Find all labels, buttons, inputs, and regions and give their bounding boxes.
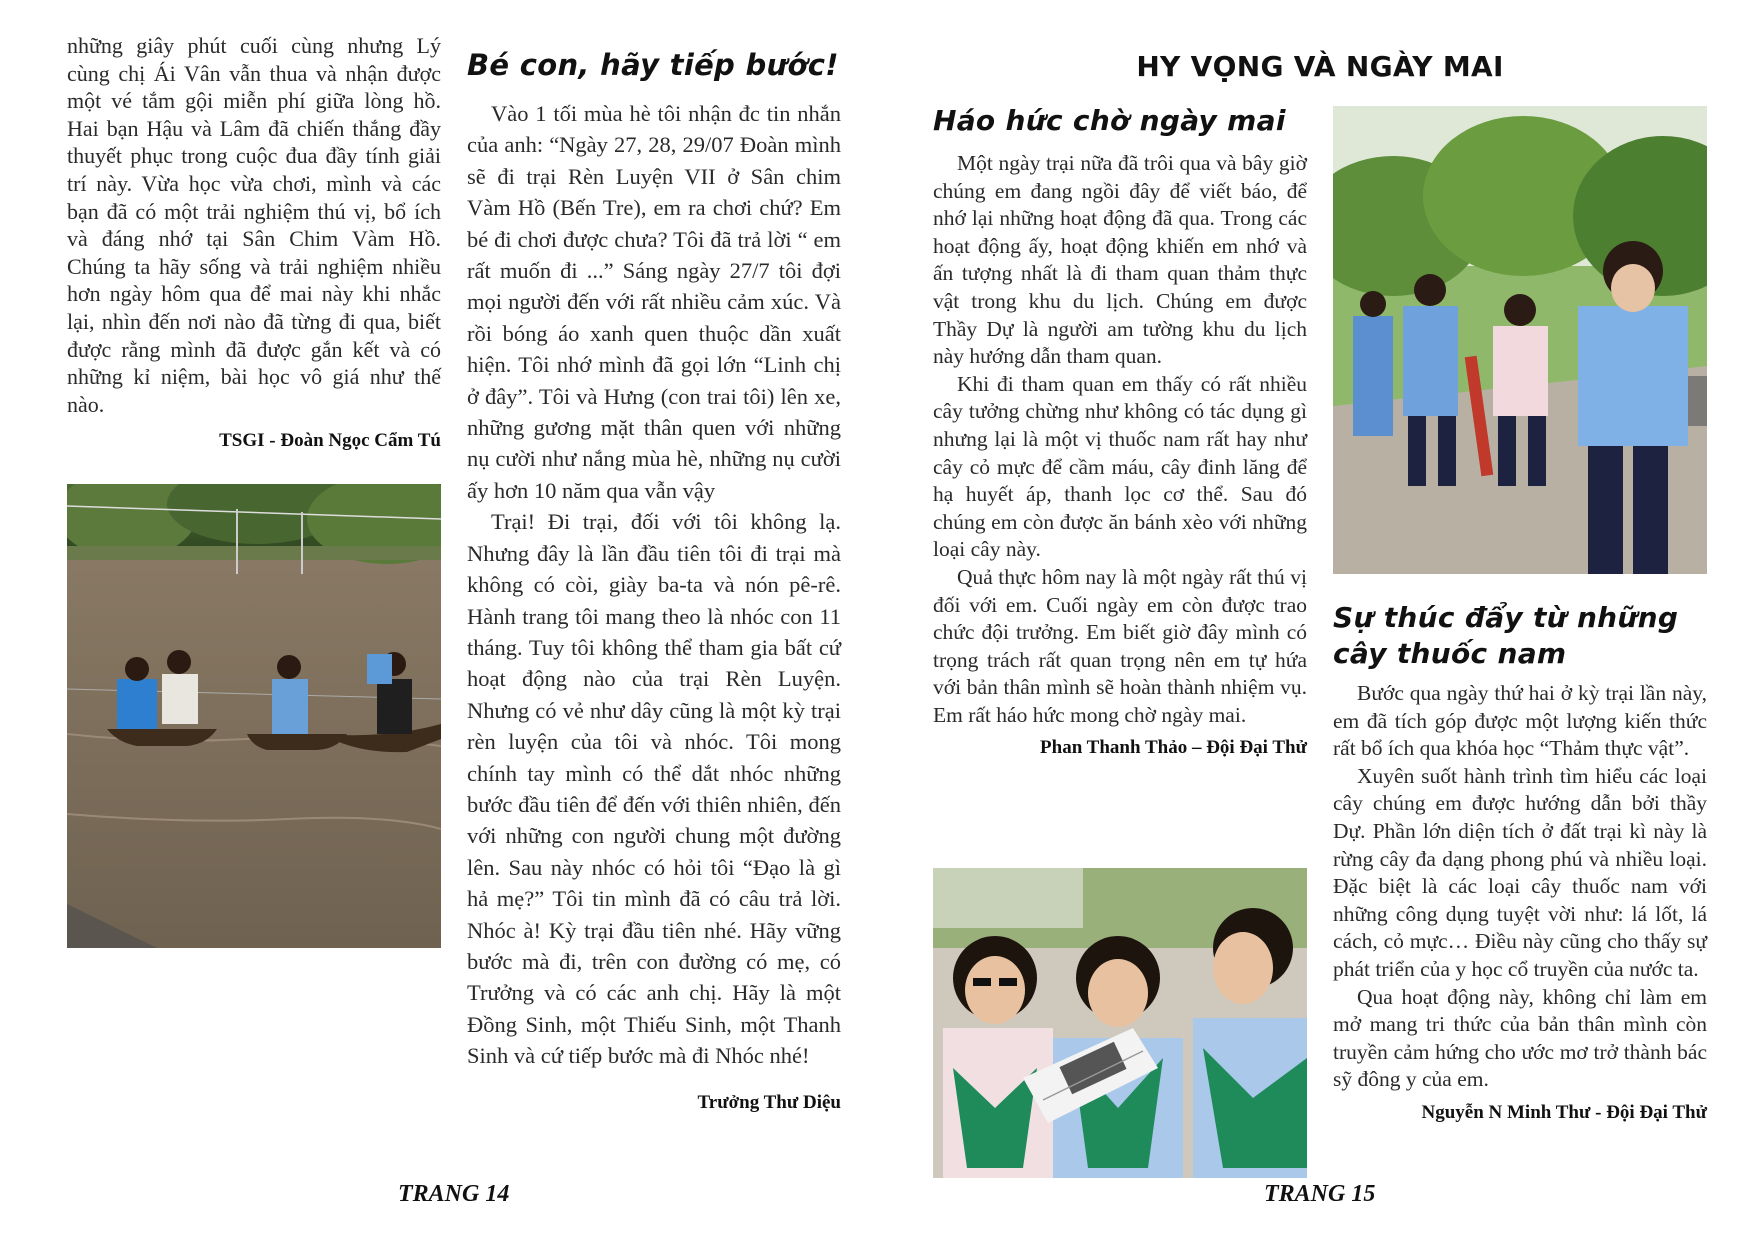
article2-title: Sự thúc đẩy từ những cây thuốc nam [1333, 601, 1679, 670]
continued-article-byline: TSGI - Đoàn Ngọc Cẩm Tú [219, 430, 441, 452]
girls-reading-photo [933, 868, 1307, 1178]
paragraph: Xuyên suốt hành trình tìm hiểu các loại cây chúng em được hướng dẫn bởi thầy Dự. Phần lớn diện tích ở đất trại kì này là rừng cây đa dạng phong phú và nhiều loại. Đặc biệt là các loại cây thuốc nam với những công dụng tuyệt vời như: lá lốt, lá cách, cỏ mực… Điều này cũng cho thấy sự phát triển của y học cổ truyền của nước ta. [1333, 763, 1707, 981]
paragraph: những giây phút cuối cùng nhưng Lý cùng chị Ái Vân vẫn thua và nhận được một vé tắm gội miễn phí giữa lòng hồ. Hai bạn Hậu và Lâm đã chiến thắng đầy thuyết phục trong cuộc đua đầy tính giải trí này. Vừa học vừa chơi, mình và các bạn đã có một trải nghiệm thú vị, bổ ích và đáng nhớ tại Sân Chim Vàm Hồ. Chúng ta hãy sống và trải nghiệm nhiều hơn ngày hôm qua để mai này khi nhắc lại, nhìn đến nơi nào đã từng đi qua, biết được rằng mình đã được gắn kết và có những kỉ niệm, bài học vô giá như thế nào. [67, 33, 441, 417]
paragraph: Trại! Đi trại, đối với tôi không lạ. Nhưng đây là lần đầu tiên tôi đi trại mà không có còi, giày ba-ta và nón pê-rê. Hành trang tôi mang theo là nhóc con 11 tháng. Tuy tôi không thể tham gia bất cứ hoạt động nào của trại Rèn Luyện. Nhưng có vẻ như dây cũng là một kỳ trại rèn luyện của tôi và nhóc. Tôi mong chính tay mình có thể dắt nhóc những bước đầu tiên để đến với thiên nhiên, đến với những con người chung một đường lên. Sau này nhóc có hỏi tôi “Đạo là gì hả mẹ?” Tôi tin mình đã có câu trả lời. Nhóc à! Kỳ trại đầu tiên nhé. Hãy vững bước mà đi, trên con đường có mẹ, có Trưởng và có các anh chị. Hãy là một Đồng Sinh, một Thiếu Sinh, một Thanh Sinh và cứ tiếp bước mà đi Nhóc nhé! [467, 509, 841, 1069]
article-text [467, 98, 841, 1072]
section-title: HY VỌNG VÀ NGÀY MAI [1136, 50, 1504, 83]
paragraph: Khi đi tham quan em thấy có rất nhiều cây tưởng chừng như không có tác dụng gì nhưng lại là một vị thuốc nam rất hay như cây cỏ mực để cầm máu, cây đinh lăng để hạ huyết áp, thanh lọc cơ thể. Sau đó chúng em còn được ăn bánh xèo với những loại cây này. [933, 371, 1307, 562]
paragraph: Bước qua ngày thứ hai ở kỳ trại lần này, em đã tích góp được một lượng kiến thức rất bổ ích qua khóa học “Thảm thực vật”. [1333, 681, 1707, 761]
article1-text [933, 150, 1307, 729]
paragraph: Vào 1 tối mùa hè tôi nhận đc tin nhắn của anh: “Ngày 27, 28, 29/07 Đoàn mình sẽ đi trại Rèn Luyện VII ở Sân chim Vàm Hồ (Bến Tre), em ra chơi chứ? Em bé đi chơi được chưa? Tôi đã trả lời “ em rất muốn đi ...” Sáng ngày 27/7 tôi đợi mọi người đến với rất nhiều cảm xúc. Và rồi bóng áo xanh quen thuộc dần xuất hiện. Tôi nhớ mình đã gọi lớn “Linh chị ở đây”. Tôi và Hưng (con trai tôi) lên xe, những gương mặt thân quen với những nụ cười như nắng mùa hè, những nụ cười ấy hơn 10 năm qua vẫn vậy [467, 101, 841, 503]
page-number-14: TRANG 14 [398, 1181, 510, 1207]
paragraph: Qua hoạt động này, không chỉ làm em mở mang tri thức của bản thân mình còn truyền cảm hứng cho ước mơ trở thành bác sỹ đông y của em. [1333, 984, 1707, 1092]
scouts-walking-photo [1333, 106, 1707, 574]
page15-right-column [1333, 600, 1707, 1124]
article1-byline: Phan Thanh Thảo – Đội Đại Thử [1040, 737, 1307, 759]
article-title: Bé con, hãy tiếp bước! [467, 48, 839, 82]
article1-title: Háo hức chờ ngày mai [933, 104, 1286, 137]
page15-left-column [933, 102, 1307, 759]
paragraph: Một ngày trại nữa đã trôi qua và bây giờ chúng em đang ngồi đây để viết báo, để nhớ lại những hoạt động đã qua. Trong các hoạt động ấy, hoạt động khiến em nhớ và ấn tượng nhất là đi tham quan thảm thực vật trong khu du lịch. Chúng em được Thầy Dự là người am tường khu du lịch này hướng dẫn tham quan. [933, 151, 1307, 369]
article2-text [1333, 680, 1707, 1094]
boat-photo [67, 484, 441, 948]
paragraph: Quả thực hôm nay là một ngày rất thú vị đối với em. Cuối ngày em còn được trao chức đội trưởng. Em biết giờ đây mình có trọng trách rất quan trọng nên em tự hứa với bản thân mình sẽ hoàn thành nhiệm vụ. Em rất háo hức mong chờ ngày mai. [933, 564, 1307, 727]
article-byline: Trưởng Thư Diệu [697, 1091, 841, 1113]
page-number-15: TRANG 15 [1264, 1181, 1376, 1207]
continued-article-text [67, 32, 441, 418]
page14-left-column [67, 32, 441, 452]
page14-article-column [467, 46, 841, 1114]
article2-byline: Nguyễn N Minh Thư - Đội Đại Thử [1421, 1101, 1707, 1123]
